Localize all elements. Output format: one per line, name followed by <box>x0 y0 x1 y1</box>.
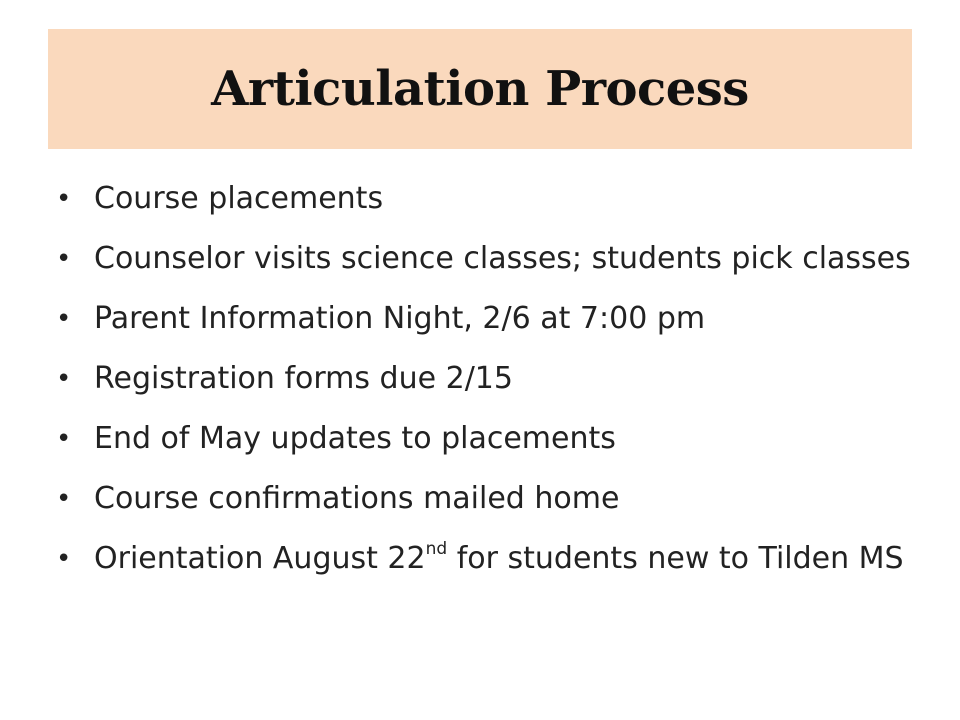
title-band <box>48 29 912 149</box>
bullet-text: Course confirmations mailed home <box>94 481 620 516</box>
bullet-icon: • <box>56 424 72 454</box>
bullet-text: Registration forms due 2/15 <box>94 361 513 396</box>
bullet-item <box>56 236 916 282</box>
bullet-icon: • <box>56 544 72 574</box>
bullet-text-start: Orientation August 22 <box>94 541 426 576</box>
bullet-text-end: for students new to Tilden MS <box>447 541 904 576</box>
ordinal-suffix: nd <box>425 539 448 559</box>
bullet-icon: • <box>56 364 72 394</box>
bullet-icon: • <box>56 304 72 334</box>
bullet-item <box>56 296 916 342</box>
bullet-text <box>94 541 904 576</box>
bullet-item <box>56 416 916 462</box>
bullet-icon: • <box>56 184 72 214</box>
bullet-list <box>56 176 916 596</box>
bullet-text: Course placements <box>94 181 384 216</box>
slide-title: Articulation Process <box>211 61 749 117</box>
bullet-text: End of May updates to placements <box>94 421 616 456</box>
bullet-item <box>56 356 916 402</box>
bullet-item <box>56 176 916 222</box>
bullet-text: Counselor visits science classes; students pick classes <box>94 241 911 276</box>
bullet-text: Parent Information Night, 2/6 at 7:00 pm <box>94 301 706 336</box>
bullet-icon: • <box>56 244 72 274</box>
bullet-item <box>56 476 916 522</box>
bullet-icon: • <box>56 484 72 514</box>
bullet-item <box>56 536 916 582</box>
